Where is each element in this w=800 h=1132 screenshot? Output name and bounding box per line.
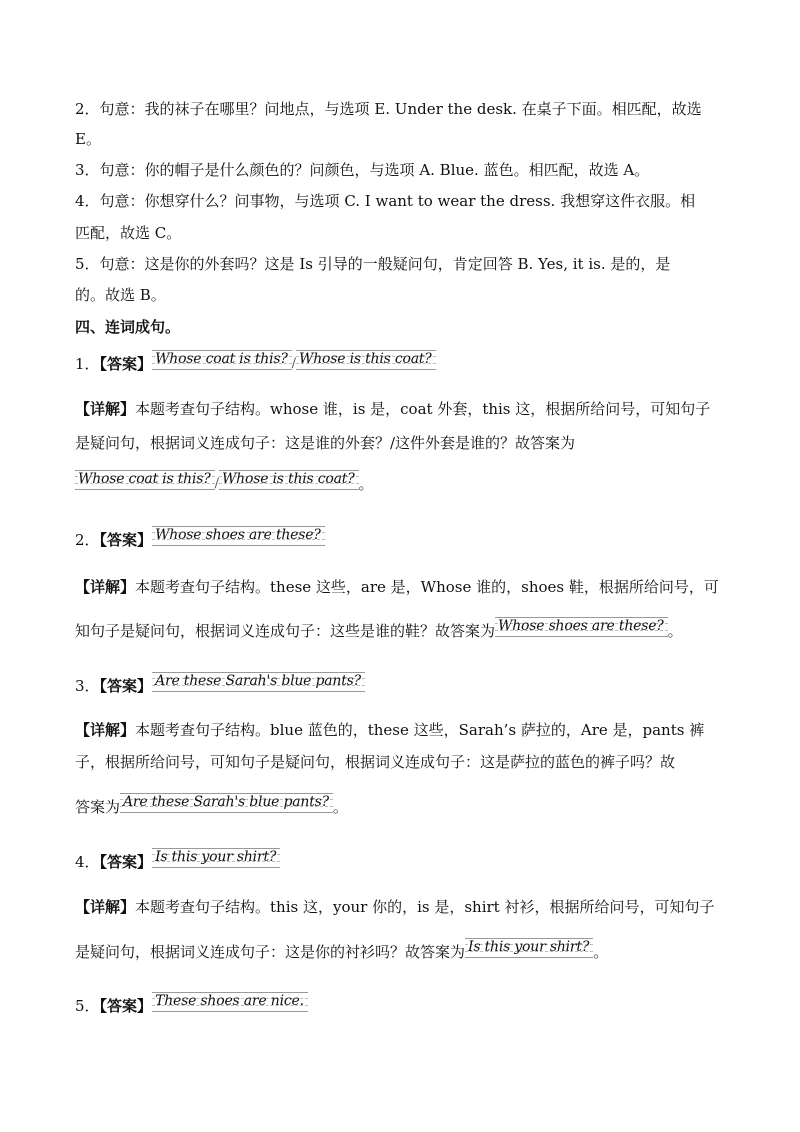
item-5-answer-row bbox=[75, 992, 735, 1017]
item-4-detail-line-1 bbox=[75, 896, 735, 918]
item-number: 5． bbox=[75, 997, 100, 1015]
handwritten-answer: Whose is this coat? bbox=[219, 470, 359, 490]
handwritten-answer: Are these Sarah's blue pants? bbox=[152, 672, 365, 692]
detail-label: 【详解】 bbox=[75, 898, 136, 916]
answer-label: 【答案】 bbox=[99, 853, 153, 871]
item-3-detail-line-2: 子，根据所给问号，可知句子是疑问句，根据词义连成句子：这是萨拉的蓝色的裤子吗？故 bbox=[75, 753, 676, 771]
detail-text: 本题考查句子结构。these 这些，are 是，Whose 谁的，shoes 鞋，根据所给问号，可 bbox=[135, 578, 719, 596]
detail-text: 答案为 bbox=[75, 798, 121, 816]
item-2-detail-line-2 bbox=[75, 617, 735, 642]
item-2-answer-row bbox=[75, 526, 735, 551]
handwritten-answer: These shoes are nice. bbox=[152, 992, 308, 1012]
explanation-2-line-2: E。 bbox=[75, 130, 101, 148]
detail-label: 【详解】 bbox=[75, 721, 136, 739]
explanation-3-line-1: 3．句意：你的帽子是什么颜色的？问颜色，与选项 A. Blue. 蓝色。相匹配，故选 A。 bbox=[75, 161, 650, 179]
item-number: 3． bbox=[75, 677, 100, 695]
answer-label: 【答案】 bbox=[99, 531, 153, 549]
answer-label: 【答案】 bbox=[99, 677, 153, 695]
item-1-detail-line-2: 是疑问句，根据词义连成句子：这是谁的外套？/这件外套是谁的？故答案为 bbox=[75, 434, 576, 452]
period: 。 bbox=[593, 943, 609, 961]
period: 。 bbox=[358, 475, 374, 493]
detail-text: 本题考查句子结构。this 这，your 你的，is 是，shirt 衬衫，根据所给问号，可知句子 bbox=[135, 898, 715, 916]
item-2-detail-line-1 bbox=[75, 576, 735, 598]
item-1-answer-row bbox=[75, 350, 735, 375]
detail-label: 【详解】 bbox=[75, 400, 136, 418]
handwritten-answer: Whose shoes are these? bbox=[152, 526, 325, 546]
section-title: 四、连词成句。 bbox=[75, 318, 181, 336]
handwritten-answer: Whose coat is this? bbox=[75, 470, 215, 490]
item-number: 1． bbox=[75, 355, 100, 373]
item-number: 2． bbox=[75, 531, 100, 549]
handwritten-answer: Whose shoes are these? bbox=[495, 617, 668, 637]
answer-label: 【答案】 bbox=[99, 997, 153, 1015]
item-3-answer-row bbox=[75, 672, 735, 697]
answer-label: 【答案】 bbox=[99, 355, 153, 373]
item-number: 4． bbox=[75, 853, 100, 871]
explanation-4-line-2: 匹配，故选 C。 bbox=[75, 224, 182, 242]
slash-separator: / bbox=[291, 356, 297, 371]
detail-text: 本题考查句子结构。blue 蓝色的，these 这些，Sarah’s 萨拉的，Are 是，pants 裤 bbox=[135, 721, 705, 739]
handwritten-answer: Whose is this coat? bbox=[296, 350, 436, 370]
slash-separator: / bbox=[214, 476, 219, 491]
detail-label: 【详解】 bbox=[75, 578, 136, 596]
period: 。 bbox=[332, 798, 348, 816]
handwritten-answer: Whose coat is this? bbox=[152, 350, 292, 370]
item-4-answer-row bbox=[75, 848, 735, 873]
detail-text: 知句子是疑问句，根据词义连成句子：这些是谁的鞋？故答案为 bbox=[75, 622, 496, 640]
explanation-5-line-1: 5．句意：这是你的外套吗？这是 Is 引导的一般疑问句，肯定回答 B. Yes, it is. 是的，是 bbox=[75, 255, 671, 273]
handwritten-answer: Is this your shirt? bbox=[465, 938, 593, 958]
detail-text: 是疑问句，根据词义连成句子：这是你的衬衫吗？故答案为 bbox=[75, 943, 466, 961]
explanation-4-line-1: 4．句意：你想穿什么？问事物，与选项 C. I want to wear the dress. 我想穿这件衣服。相 bbox=[75, 192, 696, 210]
handwritten-answer: Is this your shirt? bbox=[152, 848, 280, 868]
detail-text: 本题考查句子结构。whose 谁，is 是，coat 外套，this 这，根据所给问号，可知句子 bbox=[135, 400, 711, 418]
item-1-detail-line-1 bbox=[75, 398, 735, 420]
item-3-detail-line-1 bbox=[75, 719, 735, 741]
item-4-detail-line-2 bbox=[75, 938, 735, 963]
explanation-5-line-2: 的。故选 B。 bbox=[75, 286, 166, 304]
period: 。 bbox=[667, 622, 683, 640]
item-3-detail-line-3 bbox=[75, 793, 735, 818]
explanation-2-line-1: 2．句意：我的袜子在哪里？问地点，与选项 E. Under the desk. 在桌子下面。相匹配，故选 bbox=[75, 100, 702, 118]
handwritten-answer: Are these Sarah's blue pants? bbox=[120, 793, 333, 813]
item-1-detail-line-3 bbox=[75, 470, 735, 495]
